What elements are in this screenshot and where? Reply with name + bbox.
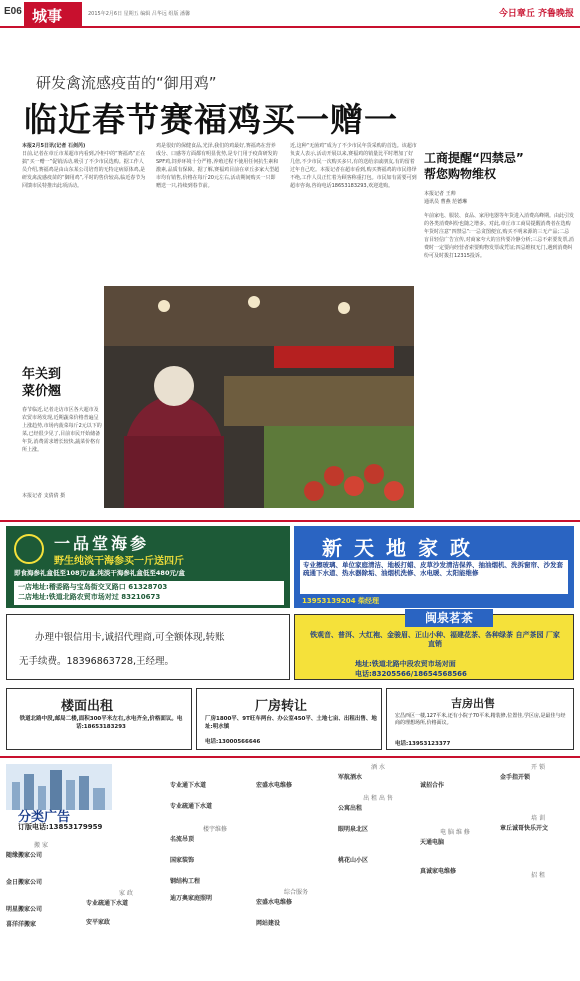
classified-item: 专业疏通下水道 (170, 803, 213, 810)
ad-tea (294, 611, 574, 680)
classified-item: 宏盛水电维修 (256, 899, 293, 906)
classified-item: 专业通下水道 (170, 782, 207, 789)
classified-item: 诚招合作 (420, 782, 445, 789)
issue-meta: 2015年2月6日 星期五 编辑 吕华远 组版 潘馨 (88, 11, 191, 17)
ad-factory-body: 厂房1800平、9T旺车两台、办公室450平、土地七亩、出租出售、地址:明水镇 (205, 716, 377, 730)
article-col-2: 鸡是很好的保健食品,光泽,我们的鸡最好,赛福鸡在营养成分、口感等方面都有明显优势,是专门用于疫苗研发的SPF鸡,饲养环境十分严格,养殖过程不使用任何抗生素和激素,品质有保障。据了解,赛福鸡目前在章丘多家大型超市均有销售,价格在每斤20元左右,活动期间购买一只即赠送一只,持续到春节前。 (156, 143, 280, 189)
classified-head-drinks: 酒 水 (371, 764, 385, 771)
ad-tea-phone: 电话:83205566/18654568566 (355, 670, 467, 678)
article-body (22, 142, 420, 282)
classified-item: 桃花山小区 (338, 857, 369, 864)
classifieds-hotline: 订版电话:13853179959 (18, 823, 103, 831)
classified-item: 公寓出租 (338, 805, 363, 812)
classified-col-services (256, 782, 336, 927)
classified-item: 名流吊顶 (170, 836, 195, 843)
classified-item: 眼明泉北区 (338, 826, 369, 833)
classified-col-rental (338, 764, 418, 864)
classified-item: 专业疏通下水道 (86, 900, 129, 907)
classified-item: 安平家政 (86, 919, 111, 926)
classified-head-building: 楼宇维修 (202, 826, 227, 833)
classified-item: 金手指开锁 (500, 774, 531, 781)
ad-sea-cucumber-stores (14, 581, 284, 605)
ad-tea-address: 地址:铁道北路中段农贸市场对面 (355, 660, 456, 668)
classified-col-locks (500, 764, 576, 882)
sidebar-tips-title: 工商提醒“四禁忌” 帮您购物维权 (424, 151, 524, 181)
classified-col-moving (6, 842, 76, 928)
classified-head-computer: 电 脑 维 修 (440, 829, 470, 836)
ad-factory-phone: 电话:13000566646 (205, 739, 261, 745)
classifieds-city-banner (6, 764, 112, 810)
classified-item: 宏盛水电维修 (256, 782, 293, 789)
ad-credit-line2: 无手续费。18396863728,王经理。 (19, 656, 175, 667)
section-divider (0, 520, 580, 522)
sidebar-tips-body: 年前家电、服装、食品、家用电器等年货进入消费高峰期。由此引发的各类消费纠纷也随之增多。对此,章丘市工商局提醒消费者在选购年货时注意“四禁忌”:一忌贪图便宜,购买不明来源的三无产品;二忌盲目轻信广告宣传,对商家夸大的宣传要冷静分析;三忌不索要发票,消费时一定要向经营者索要购物发票或凭证;四忌维权无门,遇到消费纠纷可及时拨打12315投诉。 (424, 213, 574, 259)
article-kicker: 研发禽流感疫苗的“御用鸡” (36, 74, 217, 92)
classified-head-rental: 出 租 出 售 (363, 795, 393, 802)
classified-item: 天通电脑 (420, 839, 445, 846)
classified-item: 钢结构工程 (170, 878, 201, 885)
sidebar-tips-byline: 本报记者 王帅 通讯员 曹燕 范德琳 (424, 191, 468, 205)
ad-house-body: 宏昌西区一楼,127平米,还有小院子70平米,精装修,位置佳,学区房,是最佳与经商的理想场所,价格面议。 (395, 713, 566, 726)
city-skyline-icon (6, 764, 112, 810)
classified-col-repairs (170, 782, 260, 902)
ad-tea-title: 闽泉茗茶 (405, 609, 493, 627)
ad-house-phone: 电话:13953123377 (395, 741, 451, 747)
photo-illustration (104, 286, 414, 508)
classified-item: 随缘搬家公司 (6, 852, 43, 859)
ad-credit-card (6, 614, 290, 680)
ad-sea-cucumber-store2: 二店地址:铁道北路农贸市场对过 83210673 (18, 593, 161, 601)
article-headline: 临近春节赛福鸡买一赠一 (24, 100, 398, 139)
article-col-1-text: 日前,记者在章丘市某超市内看到,冷柜中的“赛福鸡”正在搞“买一赠一”促销活动,吸引了不少市民选购。据工作人员介绍,赛福鸡是由山东某公司培育的无特定病原体鸡,是研发禽流感疫苗的“御用鸡”,平时的售价较高,临近春节为回馈市民特推出此项活动。 (22, 151, 146, 189)
ad-house-title: 吉房出售 (451, 697, 495, 710)
classifieds-section (0, 756, 580, 981)
classified-item: 真诚家电维修 (420, 868, 457, 875)
ad-house-sale (386, 688, 574, 750)
classified-item: 金日搬家公司 (6, 879, 43, 886)
brand-logo: 今日章丘 齐鲁晚报 (498, 9, 574, 19)
ad-floor-rent (6, 688, 192, 750)
ad-sea-cucumber-sub: 野生纯淡干海参买一斤送四斤 (54, 556, 184, 567)
section-title: 城事 (24, 2, 82, 26)
sidebar-veg-title: 年关到 菜价翘 (22, 367, 62, 399)
article-col-3: 近,这种“无菌鸡”成为了不少市民年货采购的首选。该超市负责人表示,活动开展以来,赛福鸡的销量比平时增加了好几倍,不少市民一次购买多只,有的送给亲戚朋友,有的留着过年自己吃。本报记者在超市看到,购买赛福鸡的市民络绎不绝,工作人员正忙着为顾客称重打包。市民如有需要可到超市咨询,咨询电话18653183293,欢迎选购。 (290, 143, 417, 189)
ad-housekeeping-phone: 13953139204 柴经理 (302, 597, 380, 605)
ad-sea-cucumber (6, 526, 290, 608)
classified-item: 军航酒水 (338, 774, 363, 781)
sidebar-consumer-tips (424, 150, 574, 516)
supermarket-photo (104, 286, 414, 508)
ad-sea-cucumber-title: 一品堂海参 (54, 534, 150, 553)
ad-factory-title: 厂房转让 (255, 699, 308, 714)
sidebar-veg-body: 春节临近,记者走访市区各大超市及农贸市场发现,近期蔬菜价格普遍呈上涨趋势,市场内菠菜每斤2元以下的菜,已经很少见了,目前市民开始储备年货,消费需求增长较快,蔬菜价格有所上涨。 (22, 407, 102, 453)
ad-factory-transfer (196, 688, 382, 750)
classified-col-housekeeping (86, 842, 166, 926)
classifieds-title: 分类广告 (18, 810, 71, 825)
classified-item: 迪万奥家庭照明 (170, 895, 213, 902)
ad-floor-rent-title: 楼面出租 (61, 699, 114, 714)
classified-item: 网站建设 (256, 920, 281, 927)
classified-item: 喜洋洋搬家 (6, 921, 37, 928)
article-byline: 本报2月5日讯(记者 石剑芮) (22, 143, 86, 149)
ad-credit-line1: 办理中银信用卡,诚招代理商,可全额体现,转账 (35, 632, 225, 643)
ad-floor-rent-body: 铁道北路中段,邮局二楼,面积300平米左右,水电齐全,价格面议。电话:18653183293 (19, 716, 183, 730)
ad-sea-cucumber-store1: 一店地址:稽委路与宝岛街交叉路口 61328703 (18, 583, 168, 591)
classified-head-lease: 招 租 (531, 872, 545, 879)
classified-item: 章丘诚哥快乐开文 (500, 825, 549, 832)
classified-item: 明星搬家公司 (6, 906, 43, 913)
ad-sea-cucumber-logo-icon (14, 534, 44, 564)
ad-sea-cucumber-line: 即食海参礼盒低至108元/盒,纯淡干海参礼盒低至480元/盒 (14, 569, 185, 577)
page-header (0, 0, 580, 28)
ad-tea-body: 铁观音、普洱、大红袍、金骏眉、正山小种、福建花茶、各种绿茶 自产茶园 厂家直销 (310, 631, 560, 648)
page-number: E06 (4, 6, 22, 17)
sidebar-veg-byline: 本报记者 支倩倩 摄 (22, 493, 66, 499)
classified-head-services: 综合服务 (283, 889, 308, 896)
classified-head-housekeeping: 家 政 (119, 890, 133, 897)
ad-housekeeping (294, 526, 574, 608)
article-col-1 (22, 142, 146, 282)
ad-housekeeping-body: 专业擦玻璃、单位家庭清洁、地板打蜡、皮草沙发清洁保养、抽油烟机、洗拆窗帘、沙发套 疏通下水道、热水器除垢、油烟机洗修、水电暖、太阳能维修 (300, 560, 568, 594)
classified-col-transfer (420, 782, 490, 875)
ad-housekeeping-title: 新天地家政 (322, 536, 482, 560)
classified-item: 国家装饰 (170, 857, 195, 864)
classified-head-moving: 搬 家 (34, 842, 48, 849)
sidebar-veg-prices (22, 366, 102, 516)
classified-head-training: 培 训 (531, 815, 545, 822)
classified-head-locks: 开 锁 (531, 764, 545, 771)
